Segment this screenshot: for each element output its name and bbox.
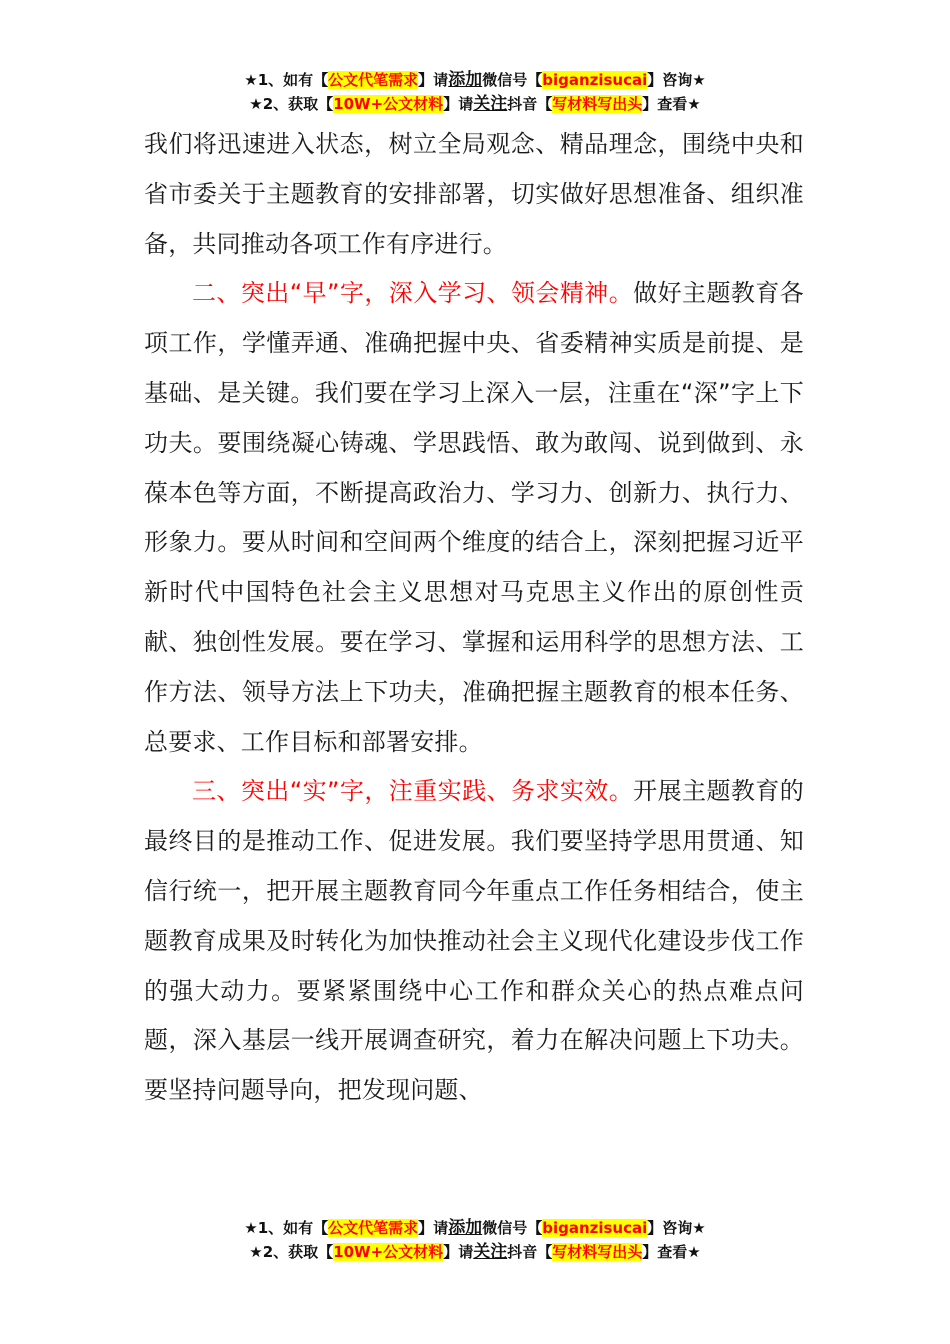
banner-line-2 [0, 92, 950, 116]
highlight-wechat-id: biganzisucai [542, 71, 648, 89]
banner-text: 】查看★ [642, 1243, 701, 1261]
highlight-materials: 10W+公文材料 [333, 1243, 444, 1261]
banner-text: 抖音【 [507, 95, 553, 113]
banner-text: 】咨询★ [647, 71, 706, 89]
banner-text: 微信号【 [482, 71, 543, 89]
underlined-action: 关注 [473, 94, 508, 114]
highlight-materials: 10W+公文材料 [333, 95, 444, 113]
banner-text: 】查看★ [642, 95, 701, 113]
banner-text: 】请 [418, 71, 449, 89]
banner-text: ★2、获取【 [249, 1243, 334, 1261]
paragraph-2 [144, 269, 804, 767]
banner-text: 抖音【 [507, 1243, 553, 1261]
underlined-action: 关注 [473, 1242, 508, 1262]
underlined-action: 添加 [448, 70, 483, 90]
paragraph-1: 我们将迅速进入状态，树立全局观念、精品理念，围绕中央和省市委关于主题教育的安排部署，切实做好思想准备、组织准备，共同推动各项工作有序进行。 [144, 130, 804, 258]
underlined-action: 添加 [448, 1218, 483, 1238]
banner-text: 微信号【 [482, 1219, 543, 1237]
highlight-service: 公文代笔需求 [328, 1219, 419, 1237]
banner-text: ★1、如有【 [244, 1219, 329, 1237]
banner-text: ★2、获取【 [249, 95, 334, 113]
highlight-wechat-id: biganzisucai [542, 1219, 648, 1237]
banner-line-1 [0, 1216, 950, 1240]
document-body [144, 120, 804, 1116]
paragraph-3-text: 开展主题教育的最终目的是推动工作、促进发展。我们要坚持学思用贯通、知信行统一，把开展主题教育同今年重点工作任务相结合，使主题教育成果及时转化为加快推动社会主义现代化建设步伐工作的强大动力。要紧紧围绕中心工作和群众关心的热点难点问题，深入基层一线开展调查研究，着力在解决问题上下功夫。要坚持问题导向，把发现问题、 [144, 777, 804, 1105]
banner-text: 】请 [443, 95, 474, 113]
section-heading-2: 二、突出“早”字，深入学习、领会精神。 [192, 279, 634, 308]
banner-line-2 [0, 1240, 950, 1264]
header-banner [0, 68, 950, 116]
banner-line-1 [0, 68, 950, 92]
banner-text: 】请 [418, 1219, 449, 1237]
highlight-douyin-account: 写材料写出头 [552, 95, 643, 113]
banner-text: ★1、如有【 [244, 71, 329, 89]
highlight-douyin-account: 写材料写出头 [552, 1243, 643, 1261]
highlight-service: 公文代笔需求 [328, 71, 419, 89]
banner-text: 】咨询★ [647, 1219, 706, 1237]
paragraph-2-text: 做好主题教育各项工作，学懂弄通、准确把握中央、省委精神实质是前提、是基础、是关键。我们要在学习上深入一层，注重在“深”字上下功夫。要围绕凝心铸魂、学思践悟、敢为敢闯、说到做到、永葆本色等方面，不断提高政治力、学习力、创新力、执行力、形象力。要从时间和空间两个维度的结合上，深刻把握习近平新时代中国特色社会主义思想对马克思主义作出的原创性贡献、独创性发展。要在学习、掌握和运用科学的思想方法、工作方法、领导方法上下功夫，准确把握主题教育的根本任务、总要求、工作目标和部署安排。 [144, 279, 804, 756]
section-heading-3: 三、突出“实”字，注重实践、务求实效。 [192, 777, 634, 806]
banner-text: 】请 [443, 1243, 474, 1261]
footer-banner [0, 1216, 950, 1264]
paragraph-3 [144, 767, 804, 1116]
